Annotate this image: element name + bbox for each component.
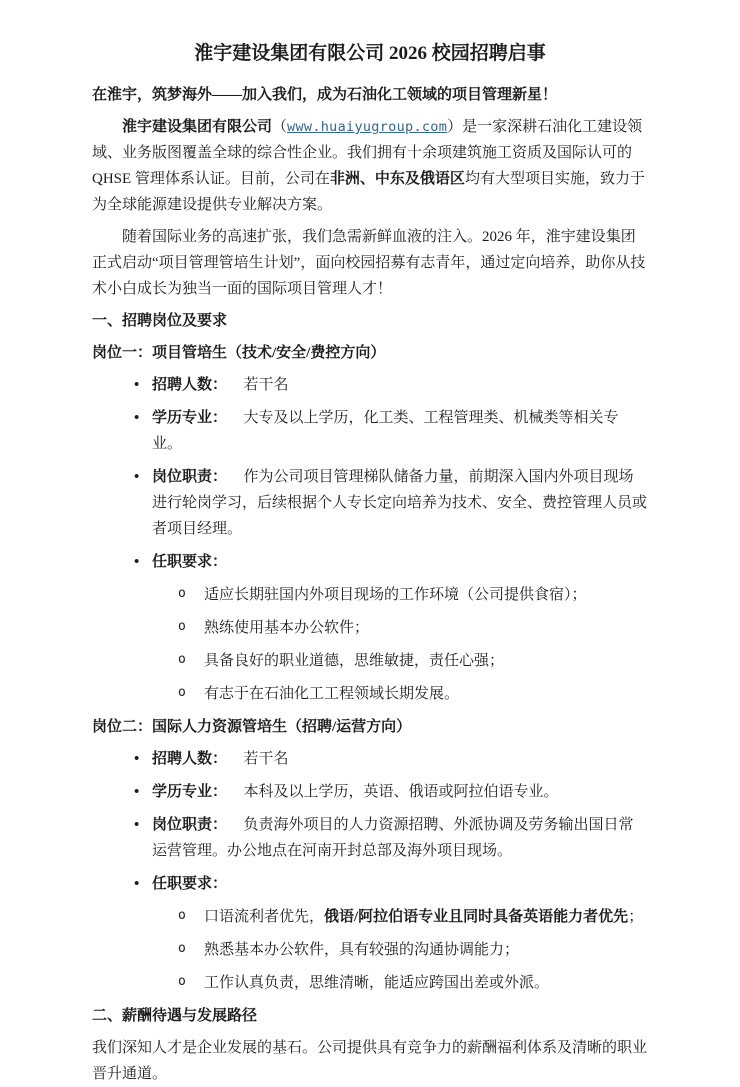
bullet-icon: • bbox=[134, 469, 140, 485]
circle-bullet-icon: o bbox=[178, 619, 186, 634]
requirement-text: 熟悉基本办公软件，具有较强的沟通协调能力； bbox=[204, 942, 520, 958]
bullet-icon: • bbox=[134, 817, 140, 833]
job2-requirement-item bbox=[92, 970, 648, 996]
intro-text-tail: 均有大型项目实施，致力于为全球能源建设提供专业解决方案。 bbox=[92, 171, 645, 213]
job1-bullet-list bbox=[92, 372, 648, 575]
bullet-icon: • bbox=[134, 410, 140, 426]
job1-title: 岗位一：项目管培生（技术/安全/费控方向） bbox=[92, 345, 386, 361]
bullet-value: 作为公司项目管理梯队储备力量，前期深入国内外项目现场进行轮岗学习，后续根据个人专长定向培养为技术、安全、费控管理人员或者项目经理。 bbox=[152, 469, 648, 537]
circle-bullet-icon: o bbox=[178, 941, 186, 956]
circle-bullet-icon: o bbox=[178, 685, 186, 700]
job2-bullet-education bbox=[92, 779, 648, 805]
requirement-text: 具备良好的职业道德，思维敏捷，责任心强； bbox=[204, 653, 505, 669]
company-name: 淮宇建设集团有限公司 bbox=[122, 119, 273, 135]
bullet-icon: • bbox=[134, 751, 140, 767]
job1-requirement-list bbox=[92, 582, 648, 707]
job1-bullet-headcount bbox=[92, 372, 648, 398]
bullet-icon: • bbox=[134, 876, 140, 892]
section2-body: 我们深知人才是企业发展的基石。公司提供具有竞争力的薪酬福利体系及清晰的职业晋升通道。 bbox=[92, 1040, 648, 1082]
job2-requirement-list bbox=[92, 904, 648, 996]
bullet-label: 岗位职责： bbox=[152, 817, 228, 833]
job2-requirement-item bbox=[92, 904, 648, 930]
job1-bullet-duty bbox=[92, 464, 648, 542]
job1-requirement-item bbox=[92, 681, 648, 707]
bullet-value: 本科及以上学历，英语、俄语或阿拉伯语专业。 bbox=[243, 784, 559, 800]
requirement-text: 有志于在石油化工工程领域长期发展。 bbox=[204, 686, 460, 702]
requirement-text: 工作认真负责，思维清晰，能适应跨国出差或外派。 bbox=[204, 975, 550, 991]
bullet-label: 任职要求： bbox=[152, 554, 228, 570]
bullet-icon: • bbox=[134, 554, 140, 570]
requirement-text: 适应长期驻国内外项目现场的工作环境（公司提供食宿）； bbox=[204, 587, 587, 603]
bullet-label: 招聘人数： bbox=[152, 751, 228, 767]
tagline: 在淮宇，筑梦海外——加入我们，成为石油化工领域的项目管理新星！ bbox=[92, 87, 558, 103]
job2-title: 岗位二：国际人力资源管培生（招聘/运营方向） bbox=[92, 719, 412, 735]
job1-bullet-education bbox=[92, 405, 648, 457]
job1-requirement-item bbox=[92, 615, 648, 641]
bullet-value: 若干名 bbox=[243, 377, 289, 393]
requirement-bold: 俄语/阿拉伯语专业且同时具备英语能力者优先 bbox=[324, 909, 629, 925]
circle-bullet-icon: o bbox=[178, 974, 186, 989]
requirement-text: 熟练使用基本办公软件； bbox=[204, 620, 370, 636]
page-title: 淮宇建设集团有限公司 2026 校园招聘启事 bbox=[194, 43, 546, 64]
circle-bullet-icon: o bbox=[178, 908, 186, 923]
circle-bullet-icon: o bbox=[178, 586, 186, 601]
bullet-value: 大专及以上学历，化工类、工程管理类、机械类等相关专业。 bbox=[152, 410, 619, 452]
bullet-label: 学历专业： bbox=[152, 784, 228, 800]
paren-open: （ bbox=[272, 119, 288, 135]
requirement-tail: ； bbox=[628, 909, 644, 925]
job1-bullet-requirements bbox=[92, 549, 648, 575]
regions-bold: 非洲、中东及俄语区 bbox=[329, 171, 465, 187]
bullet-icon: • bbox=[134, 377, 140, 393]
job2-bullet-headcount bbox=[92, 746, 648, 772]
job2-requirement-item bbox=[92, 937, 648, 963]
company-website-link[interactable]: www.huaiyugroup.com bbox=[287, 119, 448, 135]
intro-paragraph-2: 随着国际业务的高速扩张，我们急需新鲜血液的注入。2026 年，淮宇建设集团正式启动“项目管理管培生计划”，面向校园招募有志青年，通过定向培养，助你从技术小白成长为独当一面的国际项目管理人才！ bbox=[92, 229, 646, 297]
job2-bullet-requirements bbox=[92, 871, 648, 897]
bullet-value: 若干名 bbox=[243, 751, 289, 767]
intro-paragraph-1 bbox=[92, 114, 648, 218]
intro-text-after-link: ）是一家深耕石油化工建设领域、业务版图覆盖全球的综合性企业。我们拥有十余项建筑施工资质及国际认可的 QHSE 管理体系认证。目前，公司在 bbox=[92, 119, 643, 187]
bullet-icon: • bbox=[134, 784, 140, 800]
bullet-value: 负责海外项目的人力资源招聘、外派协调及劳务输出国日常运营管理。办公地点在河南开封总部及海外项目现场。 bbox=[152, 817, 634, 859]
bullet-label: 学历专业： bbox=[152, 410, 228, 426]
bullet-label: 岗位职责： bbox=[152, 469, 228, 485]
section1-heading: 一、招聘岗位及要求 bbox=[92, 313, 228, 329]
job2-bullet-duty bbox=[92, 812, 648, 864]
requirement-text: 口语流利者优先， bbox=[204, 909, 325, 925]
bullet-label: 任职要求： bbox=[152, 876, 228, 892]
job1-requirement-item bbox=[92, 648, 648, 674]
job1-requirement-item bbox=[92, 582, 648, 608]
section2-heading: 二、薪酬待遇与发展路径 bbox=[92, 1008, 258, 1024]
job2-bullet-list bbox=[92, 746, 648, 897]
bullet-label: 招聘人数： bbox=[152, 377, 228, 393]
circle-bullet-icon: o bbox=[178, 652, 186, 667]
